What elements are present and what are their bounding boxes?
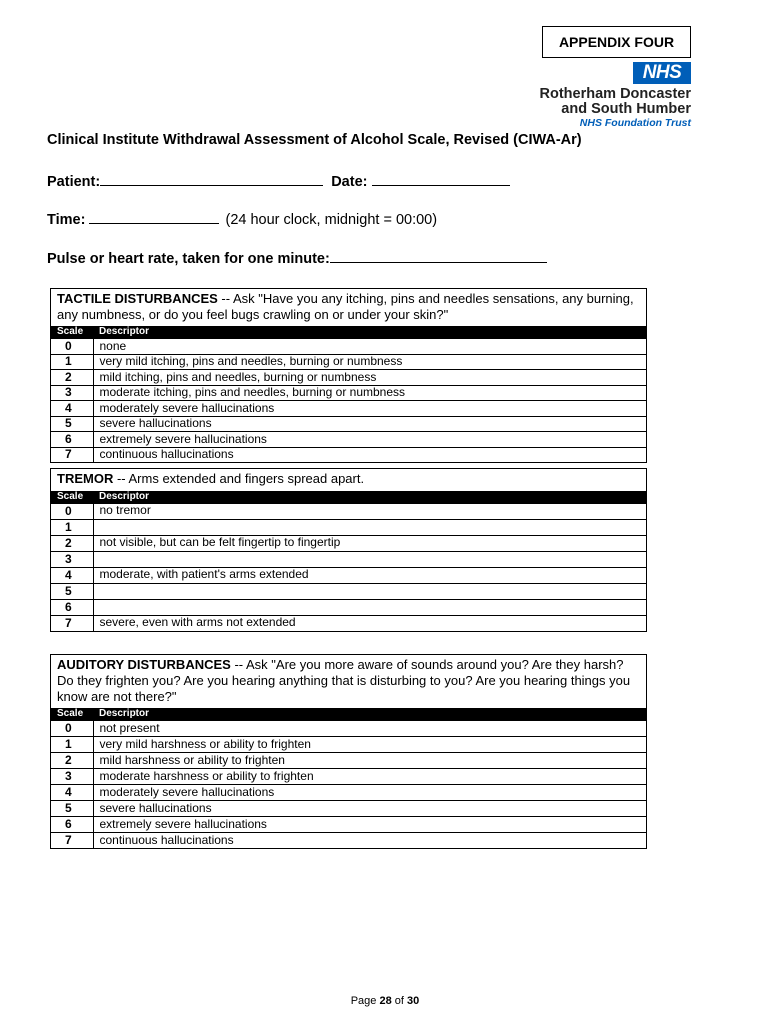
tremor-table bbox=[51, 491, 646, 631]
table-row[interactable] bbox=[51, 568, 646, 584]
descriptor-header: Descriptor bbox=[93, 491, 646, 504]
table-row[interactable] bbox=[51, 552, 646, 568]
descriptor-text bbox=[93, 600, 646, 616]
auditory-prompt: -- Ask "Are you more aware of sounds around you? Are they harsh? Do they frighten you? Are you hearing anything that is disturbing to you? Are you hearing things you know are not there?" bbox=[57, 657, 631, 704]
scale-value: 6 bbox=[51, 600, 93, 616]
tremor-section bbox=[50, 468, 647, 632]
scale-value: 5 bbox=[51, 584, 93, 600]
pulse-row bbox=[47, 248, 547, 267]
table-row[interactable] bbox=[51, 769, 646, 785]
date-field[interactable] bbox=[372, 171, 510, 186]
table-row[interactable] bbox=[51, 753, 646, 769]
table-row[interactable] bbox=[51, 416, 646, 432]
descriptor-text bbox=[93, 520, 646, 536]
trust-line-2: and South Humber bbox=[561, 101, 691, 117]
time-field[interactable] bbox=[89, 209, 219, 224]
descriptor-header: Descriptor bbox=[93, 326, 646, 339]
descriptor-text: extremely severe hallucinations bbox=[93, 432, 646, 448]
scale-value: 1 bbox=[51, 354, 93, 370]
tremor-title: TREMOR bbox=[57, 471, 114, 486]
scale-value: 0 bbox=[51, 339, 93, 355]
scale-value: 0 bbox=[51, 504, 93, 520]
patient-field[interactable] bbox=[100, 171, 323, 186]
scale-value: 2 bbox=[51, 370, 93, 386]
table-row[interactable] bbox=[51, 801, 646, 817]
scale-value: 3 bbox=[51, 552, 93, 568]
descriptor-text: very mild harshness or ability to frighten bbox=[93, 737, 646, 753]
descriptor-text: not visible, but can be felt fingertip to fingertip bbox=[93, 536, 646, 552]
table-row[interactable] bbox=[51, 737, 646, 753]
scale-value: 4 bbox=[51, 568, 93, 584]
scale-header: Scale bbox=[51, 491, 93, 504]
date-label: Date: bbox=[331, 174, 368, 190]
scale-value: 2 bbox=[51, 753, 93, 769]
descriptor-text: moderately severe hallucinations bbox=[93, 401, 646, 417]
descriptor-text: mild harshness or ability to frighten bbox=[93, 753, 646, 769]
trust-line-1: Rotherham Doncaster bbox=[539, 86, 691, 102]
table-row[interactable] bbox=[51, 833, 646, 849]
time-label: Time: bbox=[47, 212, 86, 228]
scale-value: 7 bbox=[51, 833, 93, 849]
tactile-prompt: -- Ask "Have you any itching, pins and needles sensations, any burning, any numbness, or do you feel bugs crawling on or under your skin?" bbox=[57, 291, 634, 322]
scale-header: Scale bbox=[51, 708, 93, 721]
patient-label: Patient: bbox=[47, 174, 101, 190]
scale-value: 3 bbox=[51, 385, 93, 401]
descriptor-text: continuous hallucinations bbox=[93, 833, 646, 849]
scale-value: 5 bbox=[51, 801, 93, 817]
scale-value: 4 bbox=[51, 785, 93, 801]
table-row[interactable] bbox=[51, 401, 646, 417]
scale-value: 0 bbox=[51, 721, 93, 737]
form-title: Clinical Institute Withdrawal Assessment of Alcohol Scale, Revised (CIWA-Ar) bbox=[47, 132, 582, 148]
time-row bbox=[47, 209, 437, 228]
trust-line-3: NHS Foundation Trust bbox=[579, 117, 691, 129]
table-row[interactable] bbox=[51, 504, 646, 520]
patient-date-row bbox=[47, 171, 510, 190]
descriptor-text: severe, even with arms not extended bbox=[93, 616, 646, 632]
table-row[interactable] bbox=[51, 721, 646, 737]
table-row[interactable] bbox=[51, 584, 646, 600]
descriptor-header: Descriptor bbox=[93, 708, 646, 721]
scale-value: 5 bbox=[51, 416, 93, 432]
table-row[interactable] bbox=[51, 785, 646, 801]
table-row[interactable] bbox=[51, 447, 646, 462]
scale-value: 7 bbox=[51, 447, 93, 462]
scale-value: 2 bbox=[51, 536, 93, 552]
descriptor-text: moderate itching, pins and needles, burning or numbness bbox=[93, 385, 646, 401]
table-row[interactable] bbox=[51, 817, 646, 833]
auditory-section bbox=[50, 654, 647, 849]
descriptor-text: extremely severe hallucinations bbox=[93, 817, 646, 833]
descriptor-text: moderate harshness or ability to frighten bbox=[93, 769, 646, 785]
descriptor-text bbox=[93, 552, 646, 568]
tremor-header bbox=[51, 469, 646, 491]
page-number: 28 bbox=[379, 995, 392, 1007]
trust-name bbox=[540, 87, 691, 129]
table-row[interactable] bbox=[51, 536, 646, 552]
tactile-title: TACTILE DISTURBANCES bbox=[57, 291, 218, 306]
scale-value: 1 bbox=[51, 520, 93, 536]
scale-value: 1 bbox=[51, 737, 93, 753]
appendix-label: APPENDIX FOUR bbox=[542, 26, 691, 58]
descriptor-text: not present bbox=[93, 721, 646, 737]
table-row[interactable] bbox=[51, 385, 646, 401]
time-note: (24 hour clock, midnight = 00:00) bbox=[225, 212, 438, 228]
descriptor-text bbox=[93, 584, 646, 600]
table-row[interactable] bbox=[51, 339, 646, 355]
descriptor-text: no tremor bbox=[93, 504, 646, 520]
tactile-section bbox=[50, 288, 647, 463]
scale-value: 6 bbox=[51, 432, 93, 448]
nhs-logo: NHS bbox=[633, 62, 691, 84]
table-row[interactable] bbox=[51, 600, 646, 616]
scale-value: 7 bbox=[51, 616, 93, 632]
tactile-header bbox=[51, 289, 646, 326]
page-word: Page bbox=[350, 995, 377, 1007]
page-total: 30 bbox=[407, 995, 420, 1007]
of-word: of bbox=[394, 995, 404, 1007]
descriptor-text: moderately severe hallucinations bbox=[93, 785, 646, 801]
table-row[interactable] bbox=[51, 432, 646, 448]
auditory-title: AUDITORY DISTURBANCES bbox=[57, 657, 231, 672]
descriptor-text: none bbox=[93, 339, 646, 355]
scale-header: Scale bbox=[51, 326, 93, 339]
table-row[interactable] bbox=[51, 616, 646, 632]
scale-value: 6 bbox=[51, 817, 93, 833]
descriptor-text: severe hallucinations bbox=[93, 416, 646, 432]
table-row[interactable] bbox=[51, 354, 646, 370]
descriptor-text: moderate, with patient's arms extended bbox=[93, 568, 646, 584]
descriptor-text: mild itching, pins and needles, burning or numbness bbox=[93, 370, 646, 386]
tremor-prompt: -- Arms extended and fingers spread apart. bbox=[113, 471, 365, 486]
table-row[interactable] bbox=[51, 370, 646, 386]
auditory-table bbox=[51, 708, 646, 848]
tactile-table bbox=[51, 326, 646, 462]
descriptor-text: severe hallucinations bbox=[93, 801, 646, 817]
page-footer bbox=[0, 995, 770, 1007]
pulse-label: Pulse or heart rate, taken for one minute: bbox=[47, 251, 330, 267]
descriptor-text: very mild itching, pins and needles, burning or numbness bbox=[93, 354, 646, 370]
scale-value: 4 bbox=[51, 401, 93, 417]
auditory-header bbox=[51, 655, 646, 708]
descriptor-text: continuous hallucinations bbox=[93, 447, 646, 462]
table-row[interactable] bbox=[51, 520, 646, 536]
pulse-field[interactable] bbox=[330, 248, 547, 263]
scale-value: 3 bbox=[51, 769, 93, 785]
